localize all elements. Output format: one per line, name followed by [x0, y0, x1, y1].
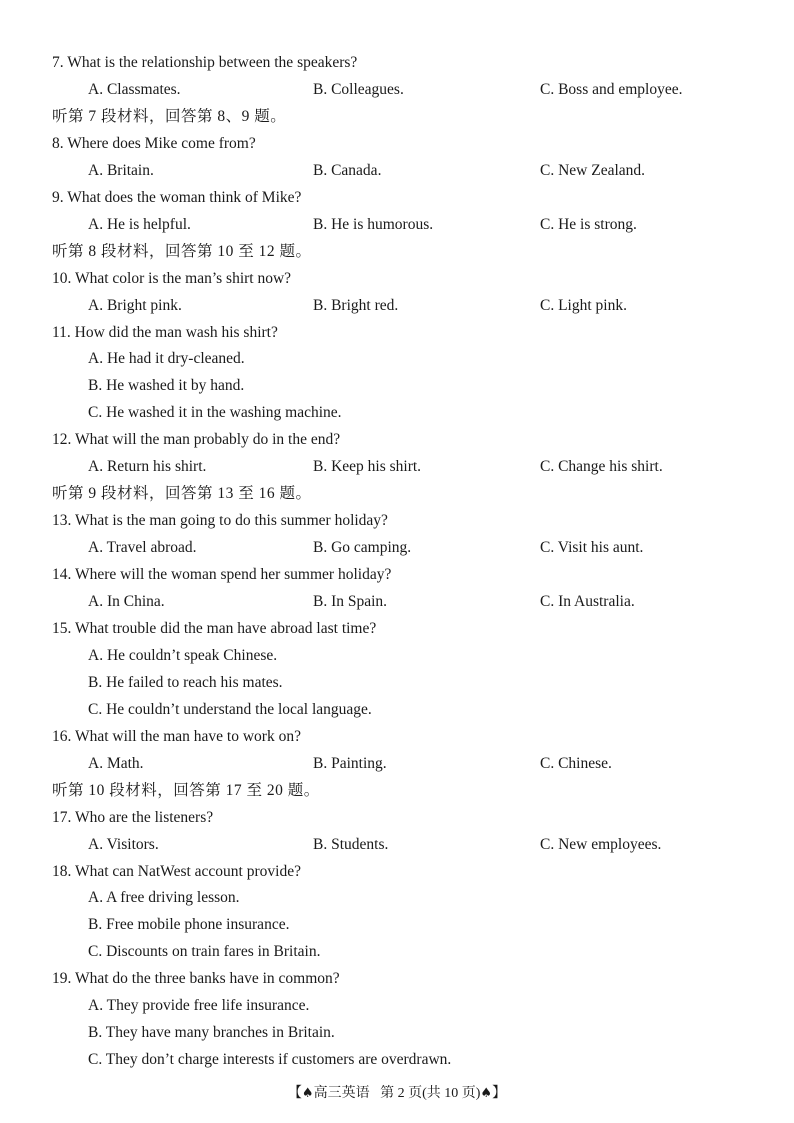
- answer-option-c: C. Change his shirt.: [540, 458, 663, 476]
- footer-page-info: 第 2 页(共 10 页): [380, 1086, 481, 1101]
- answer-option: C. They don’t charge interests if customers are overdrawn.: [88, 1051, 452, 1069]
- answer-option-b: B. Bright red.: [313, 296, 399, 314]
- answer-option-b: B. In Spain.: [313, 593, 388, 610]
- answer-option-c: C. Chinese.: [540, 754, 612, 772]
- answer-option: A. A free driving lesson.: [88, 889, 240, 907]
- answer-option-c: C. New employees.: [540, 835, 662, 853]
- question-stem: 14. Where will the woman spend her summer holiday?: [52, 566, 392, 583]
- section-instruction: 听第 9 段材料，回答第 13 至 16 题。: [52, 485, 312, 503]
- answer-option-a: A. Return his shirt.: [88, 458, 207, 476]
- answer-option-c: C. In Australia.: [540, 593, 635, 610]
- answer-option-a: A. Britain.: [88, 161, 154, 179]
- answer-option-a: A. He is helpful.: [88, 215, 191, 233]
- answer-option: A. He had it dry-cleaned.: [88, 350, 245, 368]
- answer-option-b: B. He is humorous.: [313, 215, 434, 233]
- answer-option: B. Free mobile phone insurance.: [88, 916, 290, 934]
- question-stem: 7. What is the relationship between the speakers?: [52, 54, 358, 71]
- answer-option-a: A. Math.: [88, 754, 144, 772]
- question-stem: 19. What do the three banks have in common?: [52, 970, 340, 988]
- answer-option: C. He washed it in the washing machine.: [88, 404, 342, 422]
- answer-option: C. He couldn’t understand the local language.: [88, 700, 372, 718]
- answer-option-a: A. In China.: [88, 593, 165, 610]
- question-stem: 12. What will the man probably do in the end?: [52, 431, 341, 449]
- answer-option-b: B. Keep his shirt.: [313, 458, 422, 476]
- answer-option-a: A. Classmates.: [88, 81, 181, 98]
- section-instruction: 听第 10 段材料，回答第 17 至 20 题。: [52, 781, 320, 799]
- answer-option-a: A. Bright pink.: [88, 296, 182, 314]
- question-stem: 11. How did the man wash his shirt?: [52, 323, 278, 341]
- footer-close-bracket: 】: [492, 1086, 507, 1101]
- page-footer: [0, 1083, 794, 1105]
- answer-option-c: C. New Zealand.: [540, 161, 646, 179]
- question-stem: 9. What does the woman think of Mike?: [52, 188, 302, 206]
- question-stem: 13. What is the man going to do this summer holiday?: [52, 512, 388, 530]
- answer-option-b: B. Painting.: [313, 754, 387, 772]
- answer-option: A. They provide free life insurance.: [88, 997, 310, 1015]
- answer-option-c: C. Boss and employee.: [540, 81, 683, 98]
- answer-option-b: B. Students.: [313, 835, 389, 853]
- section-instruction: 听第 8 段材料，回答第 10 至 12 题。: [52, 242, 312, 260]
- question-stem: 10. What color is the man’s shirt now?: [52, 269, 292, 287]
- question-stem: 16. What will the man have to work on?: [52, 727, 301, 745]
- footer-subject: 高三英语: [313, 1086, 370, 1101]
- answer-option: B. He failed to reach his mates.: [88, 673, 283, 691]
- answer-option-a: A. Visitors.: [88, 835, 159, 853]
- question-stem: 8. Where does Mike come from?: [52, 134, 256, 152]
- answer-option-a: A. Travel abroad.: [88, 539, 197, 557]
- answer-option-b: B. Go camping.: [313, 539, 412, 557]
- answer-option: C. Discounts on train fares in Britain.: [88, 943, 321, 961]
- answer-option-c: C. Light pink.: [540, 296, 627, 314]
- spade-icon: ♠: [301, 1086, 314, 1101]
- question-stem: 15. What trouble did the man have abroad last time?: [52, 619, 377, 637]
- answer-option: A. He couldn’t speak Chinese.: [88, 646, 278, 664]
- answer-option-c: C. Visit his aunt.: [540, 539, 644, 557]
- answer-option-b: B. Colleagues.: [313, 81, 404, 98]
- question-stem: 17. Who are the listeners?: [52, 808, 214, 826]
- answer-option: B. They have many branches in Britain.: [88, 1024, 335, 1042]
- answer-option-b: B. Canada.: [313, 161, 382, 179]
- answer-option-c: C. He is strong.: [540, 215, 637, 233]
- spade-icon: ♠: [480, 1086, 493, 1101]
- footer-open-bracket: 【: [287, 1086, 302, 1101]
- question-stem: 18. What can NatWest account provide?: [52, 862, 301, 880]
- answer-option: B. He washed it by hand.: [88, 377, 245, 395]
- section-instruction: 听第 7 段材料，回答第 8、9 题。: [52, 107, 287, 125]
